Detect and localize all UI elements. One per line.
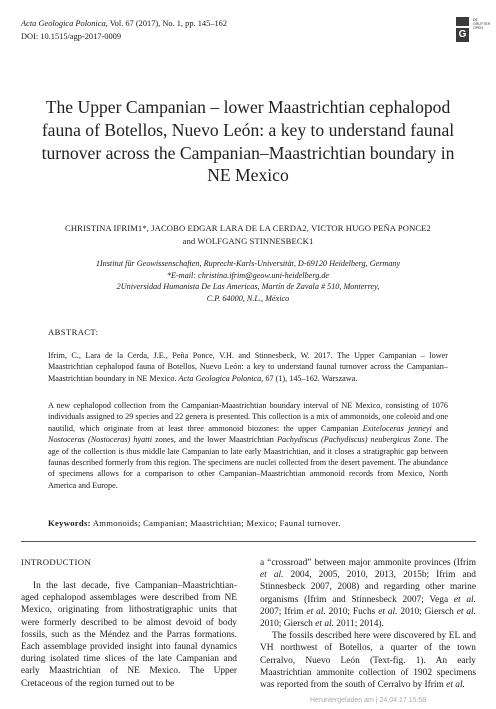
publisher-name: DE GRUYTER OPEN <box>473 18 491 30</box>
abstract-citation <box>48 350 448 384</box>
et-al: et al. <box>456 606 477 617</box>
journal-name: Acta Geologica Polonica <box>21 19 106 28</box>
abstract-text-b: and <box>431 423 448 433</box>
section-divider <box>21 541 476 542</box>
intro-text: 2007; Ifrim <box>260 606 307 617</box>
journal-header <box>21 17 227 43</box>
affiliation-1: 1Institut für Geowissenschaften, Ruprecht-Karls-Universität, D-69120 Heidelberg, Germany <box>95 259 401 268</box>
et-al: et al. <box>315 619 334 630</box>
author-email[interactable]: *E-mail: christina.ifrim@geow.uni-heidelberg.de <box>166 270 330 280</box>
intro-paragraph-1-cont <box>260 557 476 630</box>
abstract-heading: ABSTRACT: <box>48 327 99 337</box>
keywords-text: Ammonoids; Campanian; Maastrichtian; Mexico; Faunal turnover. <box>90 518 341 528</box>
keywords <box>48 518 468 528</box>
affiliation-2: 2Universidad Humanista De Las Americas, Martín de Zavala # 510, Monterrey, <box>116 282 380 292</box>
et-al: et al. <box>306 606 326 617</box>
intro-column-right <box>260 557 476 691</box>
intro-text: The fossils described here were discovered by EL and VH northwest of Botellos, a quarter of the town Cerralvo, Nuevo León (Text-fig. 1). An early Maastrichtian ammonite collection of 1902 specimens was reported from the south of Cerralvo by Ifrim <box>260 631 476 691</box>
author-line-1: CHRISTINA IFRIM1*, JACOBO EDGAR LARA DE LA CERDA2, VICTOR HUGO PEÑA PONCE2 <box>65 223 431 233</box>
abstract-text-c: zones, and the lower Maastrichtian <box>152 435 277 445</box>
et-al: et al. <box>378 606 398 617</box>
intro-text: a “crossroad” between major ammonite provinces (Ifrim <box>260 558 476 568</box>
keywords-label: Keywords: <box>48 518 91 528</box>
abstract-text-a: A new cephalopod collection from the Campanian-Maastrichtian boundary interval of NE Mexico, consisting of 1076 individuals assigned to 29 species and 22 genera is presented. This collection is a mix of ammonoids, one coleoid and one nautilid, which originate from at least three ammonoid biozones: the upper Campanian <box>48 401 448 433</box>
journal-citation-line <box>21 17 227 30</box>
intro-text: 2011; 2014). <box>333 619 384 630</box>
journal-volume: , Vol. 67 (2017), No. 1, pp. 145–162 <box>105 19 228 28</box>
et-al: et al. <box>446 680 465 691</box>
intro-column-left <box>21 580 237 690</box>
abstract-body <box>48 400 448 491</box>
author-list <box>30 222 466 248</box>
article-title: The Upper Campanian – lower Maastrichtian cephalopod fauna of Botellos, Nuevo León: a key to understand faunal turnover across the Campanian–Maastrichtian boundary in NE Mexico <box>41 97 455 186</box>
intro-paragraph-1: In the last decade, five Campanian–Maastrichtian-aged cephalopod assemblages were described from NE Mexico, originating from lithostratigraphic units that were formerly described to be almost devoid of body fossils, such as the Méndez and the Parras formations. Each assemblage provided insight into faunal dynamics during isolated time slices of the late Campanian and early Maastrichtian of NE Mexico. The Upper Cretaceous of the region turned out to be <box>21 581 237 689</box>
citation-journal: Acta Geologica Polonica <box>178 373 262 383</box>
taxon-name: Exiteloceras jenneyi <box>362 423 432 433</box>
intro-text: 2010; Giersch <box>397 606 457 617</box>
affiliations <box>40 258 456 304</box>
intro-paragraph-2 <box>260 630 476 691</box>
doi-link[interactable]: DOI: 10.1515/agp-2017-0009 <box>21 32 122 41</box>
introduction-heading: INTRODUCTION <box>21 557 92 567</box>
intro-text: 2010; Fuchs <box>325 606 379 617</box>
et-al: et al. <box>260 570 284 581</box>
intro-text: 2010; Giersch <box>260 619 316 630</box>
affiliation-2-cont: C.P. 64000, N.L., México <box>206 293 290 303</box>
author-line-2: and WOLFGANG STINNESBECK1 <box>182 236 314 246</box>
abstract-text-d: Zone. The age of the collection is thus middle late Campanian to late early Maastrichtian, and it closes a stratigraphic gap between faunas described formerly from this region. The specimens are nuclei collected from the desert pavement. The abundance of specimens allows for a comparison to other Campanian–Maastrichtian ammonoid records from Mexico, North America and Europe. <box>48 435 448 490</box>
et-al: et al. <box>453 594 476 605</box>
download-watermark: Heruntergeladen am | 24.04.17 15:58 <box>310 697 427 704</box>
intro-text: 2004, 2005, 2010, 2013, 2015b; Ifrim and Stinnesbeck 2007, 2008) and regarding other marine organisms (Ifrim and Stinnesbeck 2007; Vega <box>260 570 476 605</box>
taxon-name: Nostoceras (Nostoceras) hyatti <box>48 435 153 445</box>
citation-volume: , 67 (1), 145–162. Warszawa. <box>261 373 358 383</box>
logo-block-icon <box>456 17 469 26</box>
taxon-name: Pachydiscus (Pachydiscus) neubergicus <box>277 435 411 445</box>
logo-letter: G <box>456 28 469 42</box>
citation-text: Ifrim, C., Lara de la Cerda, J.E., Peña Ponce, V.H. and Stinnesbeck, W. 2017. The Upper Campanian – lower Maastrichtian cephalopod fauna of Botellos, Nuevo León: a key to understand faunal turnover across the Campanian–Maastrichtian boundary in NE Mexico. <box>48 351 448 383</box>
